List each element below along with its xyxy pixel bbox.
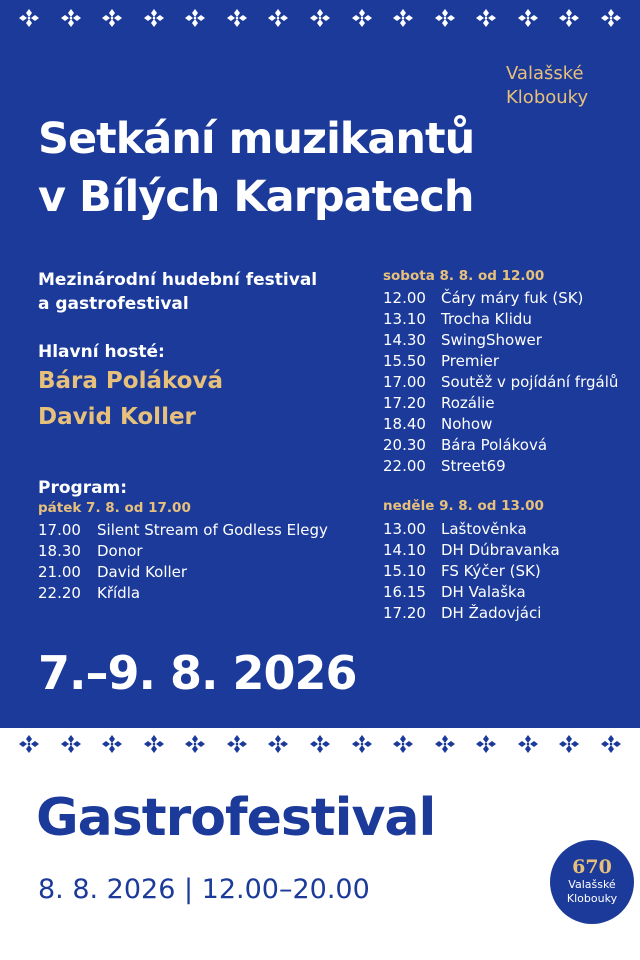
schedule-sunday <box>383 519 560 624</box>
ornament-row-middle <box>0 732 640 756</box>
folk-pattern-icon <box>351 734 373 754</box>
schedule-time: 13.00 <box>383 520 426 538</box>
folk-pattern-icon <box>18 734 40 754</box>
brand-logo <box>506 62 616 110</box>
schedule-act: Premier <box>441 352 500 370</box>
badge-line-2: Klobouky <box>566 892 618 905</box>
badge-number: 670 <box>572 856 612 878</box>
gastrofestival-title: Gastrofestival <box>36 788 436 848</box>
folk-pattern-icon <box>267 734 289 754</box>
gastrofestival-date-time: 8. 8. 2026 | 12.00–20.00 <box>38 874 370 905</box>
schedule-time: 21.00 <box>38 563 81 581</box>
folk-pattern-icon <box>184 734 206 754</box>
anniversary-badge <box>550 840 634 924</box>
folk-pattern-icon <box>143 8 165 28</box>
main-guests-label: Hlavní hosté: <box>38 342 165 362</box>
folk-pattern-icon <box>309 8 331 28</box>
schedule-act: SwingShower <box>441 331 542 349</box>
badge-line-1: Valašské <box>568 878 616 891</box>
schedule-act: David Koller <box>97 563 188 581</box>
schedule-time: 15.10 <box>383 562 426 580</box>
schedule-friday <box>38 520 328 604</box>
folk-pattern-icon <box>309 734 331 754</box>
subtitle-line-2: a gastrofestival <box>38 294 189 314</box>
folk-pattern-icon <box>517 734 539 754</box>
schedule-row <box>383 582 560 603</box>
program-label: Program: <box>38 478 128 498</box>
schedule-act: Nohow <box>441 415 493 433</box>
schedule-saturday <box>383 288 618 477</box>
schedule-row <box>38 583 328 604</box>
schedule-time: 22.00 <box>383 457 426 475</box>
schedule-time: 18.30 <box>38 542 81 560</box>
schedule-act: Soutěž v pojídání frgálů <box>441 373 619 391</box>
folk-pattern-icon <box>60 8 82 28</box>
brand-line-1: Valašské <box>506 63 584 84</box>
title-line-1: Setkání muzikantů <box>38 114 475 164</box>
schedule-act: Silent Stream of Godless Elegy <box>97 521 328 539</box>
folk-pattern-icon <box>558 8 580 28</box>
schedule-act: Laštověnka <box>441 520 527 538</box>
schedule-time: 13.10 <box>383 310 426 328</box>
festival-subtitle <box>38 268 317 316</box>
schedule-row <box>383 309 618 330</box>
folk-pattern-icon <box>434 8 456 28</box>
folk-pattern-icon <box>600 734 622 754</box>
schedule-row <box>383 540 560 561</box>
folk-pattern-icon <box>226 734 248 754</box>
schedule-act: DH Dúbravanka <box>441 541 560 559</box>
schedule-act: Donor <box>97 542 143 560</box>
page-title <box>38 110 474 226</box>
schedule-row <box>383 414 618 435</box>
schedule-time: 20.30 <box>383 436 426 454</box>
schedule-row <box>383 456 618 477</box>
day-heading-sunday: neděle 9. 8. od 13.00 <box>383 498 544 514</box>
schedule-time: 12.00 <box>383 289 426 307</box>
schedule-row <box>383 393 618 414</box>
folk-pattern-icon <box>60 734 82 754</box>
folk-pattern-icon <box>184 8 206 28</box>
schedule-row <box>383 561 560 582</box>
folk-pattern-icon <box>267 8 289 28</box>
schedule-row <box>38 541 328 562</box>
title-line-2: v Bílých Karpatech <box>38 172 474 222</box>
folk-pattern-icon <box>475 8 497 28</box>
folk-pattern-icon <box>351 8 373 28</box>
schedule-act: Čáry máry fuk (SK) <box>441 289 584 307</box>
schedule-act: DH Valaška <box>441 583 526 601</box>
main-guest-name: Bára Poláková <box>38 368 223 394</box>
folk-pattern-icon <box>226 8 248 28</box>
folk-pattern-icon <box>600 8 622 28</box>
schedule-row <box>383 435 618 456</box>
schedule-time: 16.15 <box>383 583 426 601</box>
day-heading-friday: pátek 7. 8. od 17.00 <box>38 500 191 516</box>
folk-pattern-icon <box>475 734 497 754</box>
folk-pattern-icon <box>18 8 40 28</box>
schedule-time: 22.20 <box>38 584 81 602</box>
schedule-row <box>383 603 560 624</box>
schedule-act: DH Žadovjáci <box>441 604 542 622</box>
schedule-act: Rozálie <box>441 394 495 412</box>
schedule-time: 17.00 <box>383 373 426 391</box>
schedule-row <box>383 519 560 540</box>
schedule-time: 14.10 <box>383 541 426 559</box>
folk-pattern-icon <box>101 8 123 28</box>
schedule-time: 15.50 <box>383 352 426 370</box>
main-guest-name: David Koller <box>38 404 196 430</box>
schedule-row <box>383 351 618 372</box>
ornament-row-top <box>0 6 640 30</box>
schedule-time: 14.30 <box>383 331 426 349</box>
folk-pattern-icon <box>517 8 539 28</box>
folk-pattern-icon <box>434 734 456 754</box>
schedule-row <box>38 520 328 541</box>
schedule-row <box>383 372 618 393</box>
schedule-act: Křídla <box>97 584 141 602</box>
schedule-row <box>38 562 328 583</box>
schedule-time: 17.00 <box>38 521 81 539</box>
schedule-row <box>383 330 618 351</box>
folk-pattern-icon <box>392 734 414 754</box>
schedule-act: Bára Poláková <box>441 436 548 454</box>
schedule-time: 17.20 <box>383 604 426 622</box>
brand-line-2: Klobouky <box>506 87 589 108</box>
folk-pattern-icon <box>392 8 414 28</box>
folk-pattern-icon <box>101 734 123 754</box>
schedule-act: FS Kýčer (SK) <box>441 562 541 580</box>
folk-pattern-icon <box>143 734 165 754</box>
subtitle-line-1: Mezinárodní hudební festival <box>38 270 318 290</box>
schedule-row <box>383 288 618 309</box>
festival-dates: 7.–9. 8. 2026 <box>38 646 357 700</box>
folk-pattern-icon <box>558 734 580 754</box>
schedule-act: Trocha Klidu <box>441 310 532 328</box>
schedule-time: 18.40 <box>383 415 426 433</box>
day-heading-saturday: sobota 8. 8. od 12.00 <box>383 268 545 284</box>
schedule-act: Street69 <box>441 457 506 475</box>
schedule-time: 17.20 <box>383 394 426 412</box>
